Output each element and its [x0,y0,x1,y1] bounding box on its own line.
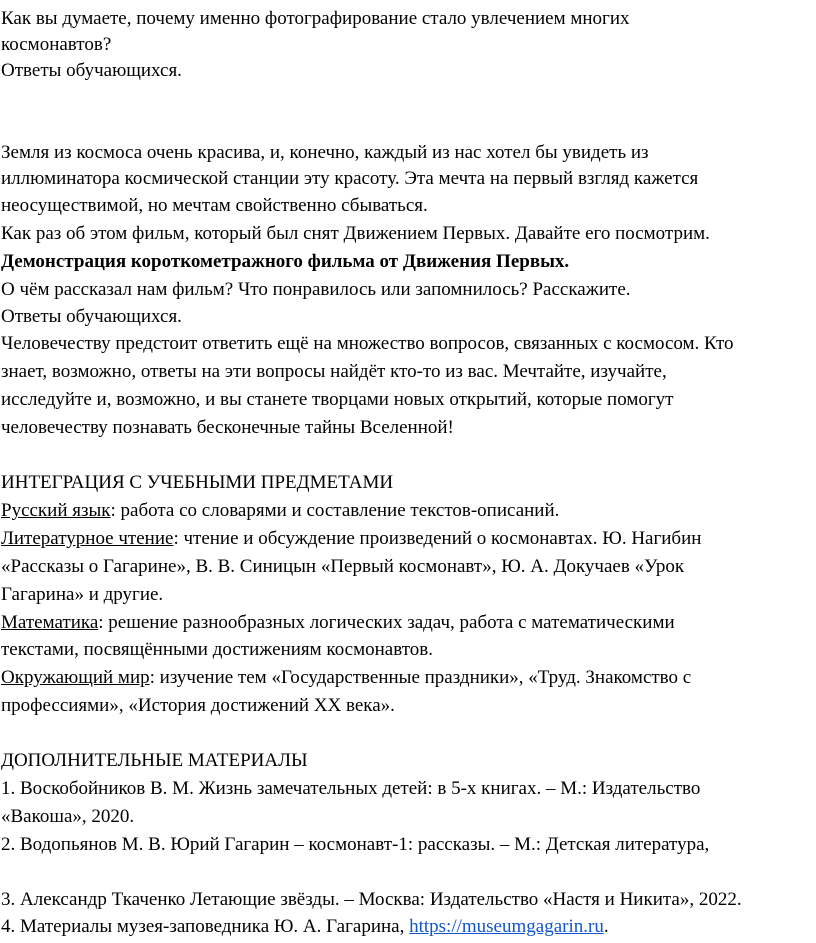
material-1-line-1: 1. Воскобойников В. М. Жизнь замечательных детей: в 5-х книгах. – М.: Издательство [1,778,701,799]
paragraph-3-line-4: человечеству познавать бесконечные тайны Вселенной! [1,417,454,438]
world-subject-text: : изучение тем «Государственные праздники», «Труд. Знакомство с [149,667,692,688]
paragraph-3-line-2: знает, возможно, ответы на эти вопросы найдёт кто-то из вас. Мечтайте, изучайте, [1,361,667,382]
integration-world-line-2: профессиями», «История достижений XX века». [1,695,395,716]
world-subject-label: Окружающий мир [1,667,150,688]
paragraph-1-line-2: иллюминатора космической станции эту красоту. Эта мечта на первый взгляд кажется [1,168,699,189]
material-1-line-2: «Вакоша», 2020. [1,806,135,827]
paragraph-2: Как раз об этом фильм, который был снят Движением Первых. Давайте его посмотрим. [1,223,710,244]
material-4 [1,913,609,940]
integration-russian [1,497,559,524]
russian-subject-label: Русский язык [1,500,111,521]
paragraph-3-line-1: Человечеству предстоит ответить ещё на множество вопросов, связанных с космосом. Кто [1,333,734,354]
paragraph-1-line-1: Земля из космоса очень красива, и, конечно, каждый из нас хотел бы увидеть из [1,142,649,163]
reading-subject-text: : чтение и обсуждение произведений о космонавтах. Ю. Нагибин [173,528,702,549]
integration-reading-line-2: «Рассказы о Гагарине», В. В. Синицын «Первый космонавт», Ю. А. Докучаев «Урок [1,556,685,577]
integration-math-line-2: текстами, посвящёнными достижениям космонавтов. [1,639,433,660]
integration-math [1,609,675,636]
material-4-end: . [603,916,609,937]
integration-reading [1,525,701,552]
integration-world [1,664,691,691]
student-answers-2: Ответы обучающихся. [1,306,182,327]
russian-subject-text: : работа со словарями и составление текстов-описаний. [110,500,560,521]
material-2: 2. Водопьянов М. В. Юрий Гагарин – космонавт-1: рассказы. – М.: Детская литература, [1,834,710,855]
material-3: 3. Александр Ткаченко Летающие звёзды. – Москва: Издательство «Настя и Никита», 2022. [1,889,742,910]
math-subject-text: : решение разнообразных логических задач, работа с математическими [98,612,675,633]
student-answers-1: Ответы обучающихся. [1,60,182,81]
materials-heading: ДОПОЛНИТЕЛЬНЫЕ МАТЕРИАЛЫ [1,750,308,771]
question-line-2: космонавтов? [1,34,112,55]
film-demonstration-heading: Демонстрация короткометражного фильма от Движения Первых. [1,251,570,272]
math-subject-label: Математика [1,612,99,633]
paragraph-1-line-3: неосуществимой, но мечтам свойственно сбываться. [1,195,428,216]
reading-subject-label: Литературное чтение [1,528,174,549]
material-4-text: 4. Материалы музея-заповедника Ю. А. Гагарина, [1,916,410,937]
question-2: О чём рассказал нам фильм? Что понравилось или запомнилось? Расскажите. [1,279,631,300]
integration-reading-line-3: Гагарина» и другие. [1,584,164,605]
museum-link[interactable]: https://museumgagarin.ru [409,916,604,937]
integration-heading: ИНТЕГРАЦИЯ С УЧЕБНЫМИ ПРЕДМЕТАМИ [1,472,394,493]
question-line-1: Как вы думаете, почему именно фотографирование стало увлечением многих [1,8,630,29]
paragraph-3-line-3: исследуйте и, возможно, и вы станете творцами новых открытий, которые помогут [1,389,674,410]
